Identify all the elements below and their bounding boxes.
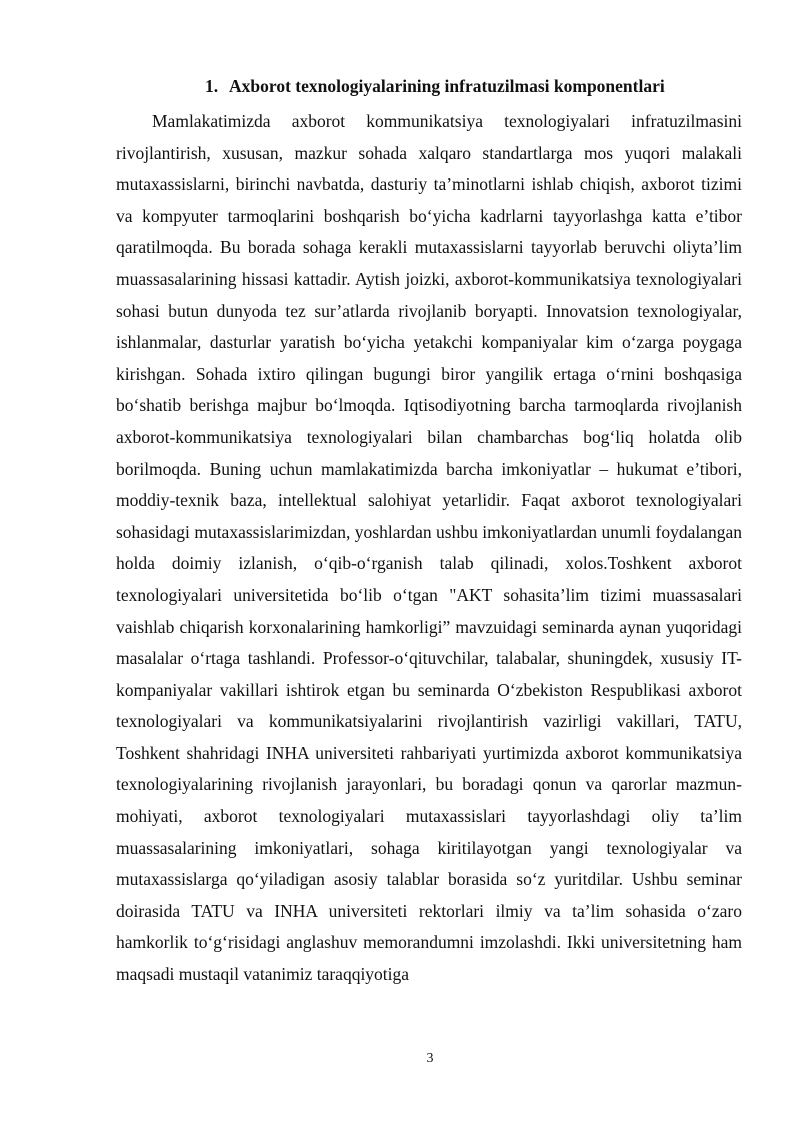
section-number: 1. — [205, 76, 219, 96]
section-heading — [205, 74, 665, 98]
page-number: 3 — [426, 1051, 434, 1066]
section-title: Axborot texnologiyalarining infratuzilmasi komponentlari — [229, 76, 665, 96]
body-paragraph: Mamlakatimizda axborot kommunikatsiya texnologiyalari infratuzilmasini rivojlantirish, xususan, mazkur sohada xalqaro standartlarga mos yuqori malakali mutaxassislarni, birinchi navbatda, dasturiy ta’minotlarni ishlab chiqish, axborot tizimi va kompyuter tarmoqlarini boshqarish bo‘yicha kadrlarni tayyorlashga katta e’tibor qaratilmoqda. Bu borada sohaga kerakli mutaxassislarni tayyorlab beruvchi oliyta’lim muassasalarining hissasi kattadir. Aytish joizki, axborot-kommunikatsiya texnologiyalari sohasi butun dunyoda tez sur’atlarda rivojlanib boryapti. Innovatsion texnologiyalar, ishlanmalar, dasturlar yaratish bo‘yicha yetakchi kompaniyalar kim o‘zarga poygaga kirishgan. Sohada ixtiro qilingan bugungi biror yangilik ertaga o‘rnini boshqasiga bo‘shatib berishga majbur bo‘lmoqda. Iqtisodiyotning barcha tarmoqlarda rivojlanish axborot-kommunikatsiya texnologiyalari bilan chambarchas bog‘liq holatda olib borilmoqda. Buning uchun mamlakatimizda barcha imkoniyatlar – hukumat e’tibori, moddiy-texnik baza, intellektual salohiyat yetarlidir. Faqat axborot texnologiyalari sohasidagi mutaxassislarimizdan, yoshlardan ushbu imkoniyatlardan unumli foydalangan holda doimiy izlanish, o‘qib-o‘rganish talab qilinadi, xolos.Toshkent axborot texnologiyalari universitetida bo‘lib o‘tgan "AKT sohasita’lim tizimi muassasalari vaishlab chiqarish korxonalarining hamkorligi” mavzuidagi seminarda aynan yuqoridagi masalalar o‘rtaga tashlandi. Professor-o‘qituvchilar, talabalar, shuningdek, xususiy IT-kompaniyalar vakillari ishtirok etgan bu seminarda O‘zbekiston Respublikasi axborot texnologiyalari va kommunikatsiyalarini rivojlantirish vazirligi vakillari, TATU, Toshkent shahridagi INHA universiteti rahbariyati yurtimizda axborot kommunikatsiya texnologiyalarining rivojlanish jarayonlari, bu boradagi qonun va qarorlar mazmun-mohiyati, axborot texnologiyalari mutaxassislari tayyorlashdagi oliy ta’lim muassasalarining imkoniyatlari, sohaga kiritilayotgan yangi texnologiyalar va mutaxassislarga qo‘yiladigan asosiy talablar borasida so‘z yuritdilar. Ushbu seminar doirasida TATU va INHA universiteti rektorlari ilmiy va ta’lim sohasida o‘zaro hamkorlik to‘g‘risidagi anglashuv memorandumni imzolashdi. Ikki universitetning ham maqsadi mustaqil vatanimiz taraqqiyotiga — [116, 111, 742, 985]
